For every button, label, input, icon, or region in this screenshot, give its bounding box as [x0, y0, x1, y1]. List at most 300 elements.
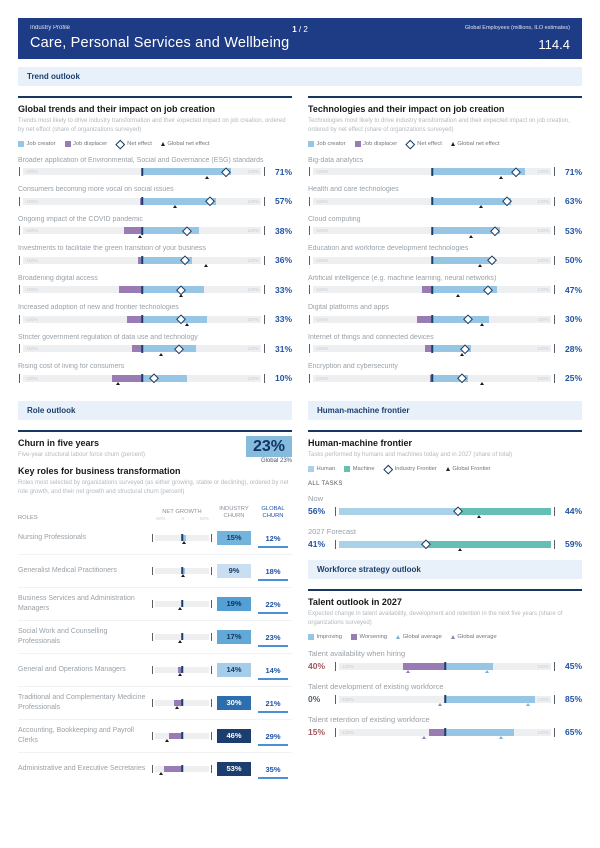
legend-item [446, 466, 491, 472]
industry-churn-badge: 14% [217, 663, 251, 677]
item-label: Broadening digital access [18, 274, 98, 282]
table-row [18, 719, 292, 752]
trends-block [18, 96, 292, 383]
roles-block [18, 466, 292, 785]
improving-bar [445, 696, 535, 703]
industry-churn-badge: 15% [217, 531, 251, 545]
legend-label: Net effect [417, 141, 442, 148]
net-effect-value: 71% [274, 166, 292, 177]
axis-min-label: -100% [315, 169, 329, 174]
hmf-bar-line [308, 506, 582, 516]
global-employees-metric [465, 25, 570, 52]
diamond-icon [383, 464, 392, 473]
axis-max-label: 100% [247, 198, 259, 204]
table-row [18, 522, 292, 554]
zero-axis [431, 315, 433, 323]
item-label: Consumers becoming more vocal on social issues [18, 186, 174, 193]
axis-max-label: 100% [537, 198, 549, 204]
global-net-effect-marker [116, 382, 120, 385]
legend-label: Global average [457, 634, 497, 640]
net-effect-value: 33% [274, 284, 292, 295]
global-churn-cell [254, 561, 292, 581]
axis-min-label: -100% [315, 287, 329, 292]
bar-track [23, 227, 261, 234]
job-creator-bar [432, 316, 489, 323]
tech-legend [308, 141, 582, 148]
triangle-icon [446, 467, 450, 471]
item-label: Stricter government regulation of data use and technology [18, 333, 198, 341]
hmf-bar-track [339, 541, 551, 548]
job-displacer-bar [127, 316, 142, 323]
legend-label: Job displacer [73, 141, 108, 148]
talent-row [308, 715, 582, 737]
legend-label: Job creator [26, 141, 56, 148]
item-bar-line [18, 226, 292, 236]
axis-max-label: 100% [537, 257, 549, 263]
item-bar-line [308, 167, 582, 177]
talent-row [308, 682, 582, 704]
hmf-rows [308, 494, 582, 549]
item-bar-line [308, 285, 582, 295]
zero-axis [181, 600, 183, 607]
zero-axis [431, 345, 433, 353]
axis-max-label: 100% [247, 287, 259, 292]
axis-max-label: 100% [537, 375, 549, 381]
tech-subtitle: Technologies most likely to drive industry transformation and their expected impact on job creation, ordered by net effect (share of organizations surveyed) [308, 118, 570, 133]
zero-axis [181, 765, 183, 772]
net-growth-cell [150, 667, 214, 673]
table-row [18, 653, 292, 686]
bar-track [313, 316, 551, 323]
global-churn-cell [254, 627, 292, 647]
tech-items [308, 157, 582, 384]
legend-label: Worsening [359, 634, 388, 640]
item-bar-line [18, 285, 292, 295]
diamond-icon [406, 140, 415, 149]
talent-legend [308, 634, 582, 640]
improving-share-value: 85% [564, 694, 582, 704]
industry-churn-cell [214, 564, 254, 578]
talent-bar-track [339, 729, 551, 736]
legend-item [344, 466, 374, 472]
item-bar-line [308, 373, 582, 383]
bar-track [313, 345, 551, 352]
role-label: Business Services and Administration Managers [18, 595, 135, 612]
industry-churn-cell [214, 762, 254, 776]
improving-bar [445, 729, 514, 736]
role-label: General and Operations Managers [18, 665, 126, 673]
axis-max-label: 100% [247, 257, 259, 263]
displacer-icon [351, 634, 357, 640]
role-label: Social Work and Counselling Professionals [18, 628, 108, 645]
net-growth-track [155, 568, 209, 574]
zero-axis [141, 227, 143, 235]
talent-bar-track [339, 696, 551, 703]
item-label: Encryption and cybersecurity [308, 363, 398, 370]
item-label: Artificial intelligence (e.g. machine learning, neural networks) [308, 274, 497, 282]
trend-row [18, 304, 292, 324]
net-decline-bar [164, 766, 182, 772]
global-net-effect-marker [499, 176, 503, 179]
legend-item [396, 634, 442, 640]
industry-churn-badge: 19% [217, 597, 251, 611]
job-displacer-bar [119, 286, 142, 293]
bar-track [313, 286, 551, 293]
global-average-improving-marker [526, 703, 530, 706]
net-growth-cell [150, 601, 214, 607]
trend-row [18, 363, 292, 383]
tri-purple-icon [451, 635, 455, 639]
industry-churn-cell [214, 597, 254, 611]
axis-min-label: -100% [341, 729, 355, 735]
axis-min-label: -100% [315, 228, 329, 233]
trends-subtitle: Trends most likely to drive industry transformation and their expected impact on job creation, ordered by net effect (share of organizations surveyed) [18, 118, 286, 133]
item-label: Digital platforms and apps [308, 304, 389, 311]
axis-max-label: 100% [247, 169, 259, 174]
axis-min-label: -100% [25, 287, 39, 292]
legend-label: Industry Frontier [394, 465, 437, 472]
improving-bar [445, 663, 493, 670]
technology-row [308, 275, 582, 295]
displacer-icon [355, 141, 361, 147]
axis-max-label: 100% [247, 375, 259, 381]
churn-value-wrap [246, 438, 292, 464]
legend-label: Job creator [316, 141, 346, 148]
industry-churn-cell [214, 630, 254, 644]
hmf-row [308, 527, 582, 549]
global-net-effect-marker [478, 264, 482, 267]
worsening-bar [429, 729, 445, 736]
table-row [18, 752, 292, 785]
global-churn-cell [254, 528, 292, 548]
item-bar-line [18, 167, 292, 177]
item-bar-line [18, 196, 292, 206]
worsening-share-value: 0% [308, 694, 321, 704]
worsening-share-value: 40% [308, 661, 326, 671]
tech-column [308, 86, 582, 393]
legend-item [18, 141, 56, 147]
legend-label: Global Frontier [452, 465, 491, 472]
item-label: Internet of things and connected devices [308, 333, 434, 341]
legend-label: Improving [316, 634, 342, 640]
technology-row [308, 157, 582, 177]
technology-row [308, 363, 582, 383]
trends-items [18, 157, 292, 384]
axis-max-label: 100% [537, 316, 549, 322]
global-net-effect-marker [185, 323, 189, 326]
section-workforce-strategy-outlook [308, 560, 582, 579]
zero-axis [444, 695, 446, 703]
section-label: Human-machine frontier [317, 405, 410, 415]
bar-track [313, 168, 551, 175]
axis-max-label: 100% [537, 287, 549, 292]
legend-label: Global net effect [457, 141, 500, 148]
zero-axis [141, 345, 143, 353]
column-header-global-churn: GLOBAL CHURN [261, 505, 285, 520]
metric-label: Global Employees (millions, ILO estimates) [464, 25, 570, 31]
industry-churn-cell [214, 663, 254, 677]
global-net-effect-marker [456, 294, 460, 297]
zero-axis [431, 168, 433, 176]
zero-axis [181, 732, 183, 739]
net-effect-value: 38% [274, 225, 292, 236]
axis-min-label: -100% [25, 169, 39, 174]
axis-min-label: -100% [25, 198, 39, 204]
legend-label: Global net effect [167, 141, 210, 148]
machine-bar [426, 541, 551, 548]
item-bar-line [308, 196, 582, 206]
zero-axis [141, 256, 143, 264]
header [18, 18, 582, 59]
hmf-row-label: 2027 Forecast [308, 527, 356, 536]
tech-title: Technologies and their impact on job creation [308, 104, 505, 114]
net-effect-value: 47% [564, 284, 582, 295]
net-effect-value: 33% [274, 314, 292, 324]
global-churn-cell [254, 693, 292, 713]
global-growth-marker [178, 640, 182, 643]
net-effect-value: 10% [274, 373, 292, 383]
creator-icon [18, 141, 24, 147]
axis-min-label: -100% [341, 663, 355, 669]
net-effect-value: 71% [564, 166, 582, 177]
global-net-effect-marker [460, 353, 464, 356]
industry-churn-cell [214, 696, 254, 710]
global-net-effect-marker [159, 353, 163, 356]
page-total: / 2 [296, 25, 308, 34]
net-growth-cell [150, 733, 214, 739]
technology-row [308, 304, 582, 324]
global-frontier-marker [477, 515, 481, 518]
job-creator-bar [142, 168, 231, 175]
trend-row [18, 245, 292, 265]
global-churn-value: 12% [258, 534, 288, 548]
churn-title: Churn in five years [18, 437, 100, 448]
zero-axis [141, 197, 143, 205]
legend-item [65, 141, 108, 147]
axis-min-label: -100% [25, 228, 39, 233]
column-header-roles: ROLES [18, 514, 38, 521]
zero-axis [141, 286, 143, 294]
global-average-worsening-marker [406, 670, 410, 673]
hmf-bar-track [339, 508, 551, 515]
net-growth-cell [150, 568, 214, 574]
section-human-machine-frontier [308, 401, 582, 420]
net-growth-label: NET GROWTH [162, 508, 202, 515]
section-label: Trend outlook [27, 72, 80, 81]
talent-row-label: Talent retention of existing workforce [308, 715, 430, 724]
item-label: Education and workforce development technologies [308, 245, 469, 252]
item-label: Ongoing impact of the COVID pandemic [18, 215, 143, 223]
section-label: Workforce strategy outlook [317, 565, 421, 574]
industry-churn-badge: 17% [217, 630, 251, 644]
churn-block [18, 430, 292, 466]
zero-axis [431, 286, 433, 294]
item-bar-line [18, 344, 292, 354]
axis-max-label: 100% [247, 228, 259, 233]
axis-min-label: -100% [25, 375, 39, 381]
talent-bar-line [308, 727, 582, 737]
net-growth-track [155, 733, 209, 739]
churn-global-label: Global 23% [260, 457, 292, 464]
trend-columns [18, 86, 582, 393]
table-row [18, 587, 292, 620]
item-label: Investments to facilitate the green transition of your business [18, 245, 206, 252]
page-indicator [292, 25, 308, 34]
legend-item [308, 141, 346, 147]
net-growth-scale [155, 516, 209, 521]
item-bar-line [18, 255, 292, 265]
talent-bar-line [308, 661, 582, 671]
net-effect-value: 25% [564, 373, 582, 383]
hmf-subtitle: Tasks performed by humans and machines today and in 2027 (share of total) [308, 451, 513, 458]
role-label: Nursing Professionals [18, 533, 87, 541]
global-average-worsening-marker [438, 703, 442, 706]
job-creator-bar [432, 198, 511, 205]
legend-item [406, 141, 442, 148]
global-net-effect-marker [173, 205, 177, 208]
table-row [18, 620, 292, 653]
axis-max-label: 100% [537, 696, 549, 702]
legend-label: Global average [402, 634, 442, 640]
axis-min-label: -100% [25, 316, 39, 322]
job-displacer-bar [417, 316, 432, 323]
bar-track [313, 257, 551, 264]
legend-item [161, 141, 210, 147]
global-growth-marker [178, 607, 182, 610]
zero-axis [431, 374, 433, 382]
net-growth-track [155, 667, 209, 673]
churn-value-badge: 23% [246, 436, 292, 457]
industry-churn-badge: 9% [217, 564, 251, 578]
talent-bar-track [339, 663, 551, 670]
human-bar [339, 508, 458, 515]
item-label: Rising cost of living for consumers [18, 363, 125, 370]
machine-icon [344, 466, 350, 472]
page-current: 1 [292, 25, 297, 34]
legend-item [451, 634, 497, 640]
machine-bar [458, 508, 551, 515]
metric-value: 114.4 [538, 37, 570, 52]
legend-item [451, 141, 500, 147]
net-effect-value: 28% [564, 343, 582, 354]
zero-axis [444, 662, 446, 670]
net-growth-track [155, 700, 209, 706]
job-displacer-bar [124, 227, 142, 234]
machine-share-value: 59% [564, 539, 582, 549]
global-average-improving-marker [499, 736, 503, 739]
axis-max-label: 100% [247, 316, 259, 322]
global-net-effect-marker [469, 235, 473, 238]
bar-track [23, 316, 261, 323]
zero-axis [141, 374, 143, 382]
global-churn-value: 29% [258, 732, 288, 746]
trends-column [18, 86, 292, 393]
global-net-effect-marker [204, 264, 208, 267]
zero-axis [181, 699, 183, 706]
zero-axis [444, 728, 446, 736]
improving-share-value: 65% [564, 727, 582, 737]
churn-head [18, 438, 292, 466]
hmf-row-label: Now [308, 494, 324, 503]
zero-axis [431, 227, 433, 235]
item-label: Broader application of Environmental, Social and Governance (ESG) standards [18, 156, 264, 164]
displacer-icon [65, 141, 71, 147]
industry-churn-cell [214, 531, 254, 545]
technology-row [308, 334, 582, 354]
trend-row [18, 334, 292, 354]
net-effect-value: 36% [274, 255, 292, 265]
item-bar-line [308, 226, 582, 236]
net-growth-track [155, 601, 209, 607]
net-effect-value: 50% [564, 255, 582, 265]
talent-block [308, 589, 582, 737]
item-label: Cloud computing [308, 215, 361, 223]
hmf-title: Human-machine frontier [308, 437, 413, 448]
zero-axis [181, 666, 183, 673]
global-churn-value: 21% [258, 699, 288, 713]
global-churn-cell [254, 759, 292, 779]
item-bar-line [18, 373, 292, 383]
net-effect-value: 63% [564, 196, 582, 206]
talent-title: Talent outlook in 2027 [308, 597, 402, 607]
zero-axis [181, 534, 183, 541]
technology-row [308, 216, 582, 236]
legend-label: Net effect [127, 141, 152, 148]
trend-row [18, 186, 292, 206]
axis-min-label: -100% [341, 696, 355, 702]
trend-row [18, 216, 292, 236]
job-creator-bar [142, 345, 196, 352]
axis-max-label: 100% [537, 729, 549, 735]
scale-max: 50% [199, 515, 209, 521]
talent-row [308, 649, 582, 671]
global-net-effect-marker [205, 176, 209, 179]
roles-rows [18, 522, 292, 785]
item-bar-line [308, 314, 582, 324]
global-frontier-marker [458, 548, 462, 551]
net-growth-track [155, 766, 209, 772]
page-title: Care, Personal Services and Wellbeing [30, 35, 290, 51]
roles-table-header [18, 506, 292, 521]
global-churn-value: 18% [258, 567, 288, 581]
axis-min-label: -100% [315, 316, 329, 322]
job-creator-bar [142, 286, 204, 293]
global-churn-value: 23% [258, 633, 288, 647]
legend-item [308, 466, 335, 472]
churn-subtitle: Five-year structural labour force churn (percent) [18, 451, 146, 458]
talent-subtitle: Expected change in talent availability, development and retention in the next five years (share of organizations surveyed) [308, 611, 563, 626]
axis-max-label: 100% [537, 169, 549, 174]
global-churn-value: 14% [258, 666, 288, 680]
item-bar-line [308, 255, 582, 265]
trends-legend [18, 141, 292, 148]
global-churn-value: 22% [258, 600, 288, 614]
legend-label: Machine [352, 465, 375, 472]
bar-track [313, 227, 551, 234]
net-effect-value: 31% [274, 343, 292, 354]
table-row [18, 686, 292, 719]
bar-track [23, 375, 261, 382]
hmf-bar-line [308, 539, 582, 549]
talent-bar-line [308, 694, 582, 704]
legend-label: Human [316, 465, 336, 472]
scale-min: -50% [155, 515, 166, 521]
bar-track [23, 345, 261, 352]
role-label: Administrative and Executive Secretaries [18, 764, 146, 772]
legend-item [384, 466, 437, 473]
global-churn-cell [254, 594, 292, 614]
global-growth-marker [165, 739, 169, 742]
